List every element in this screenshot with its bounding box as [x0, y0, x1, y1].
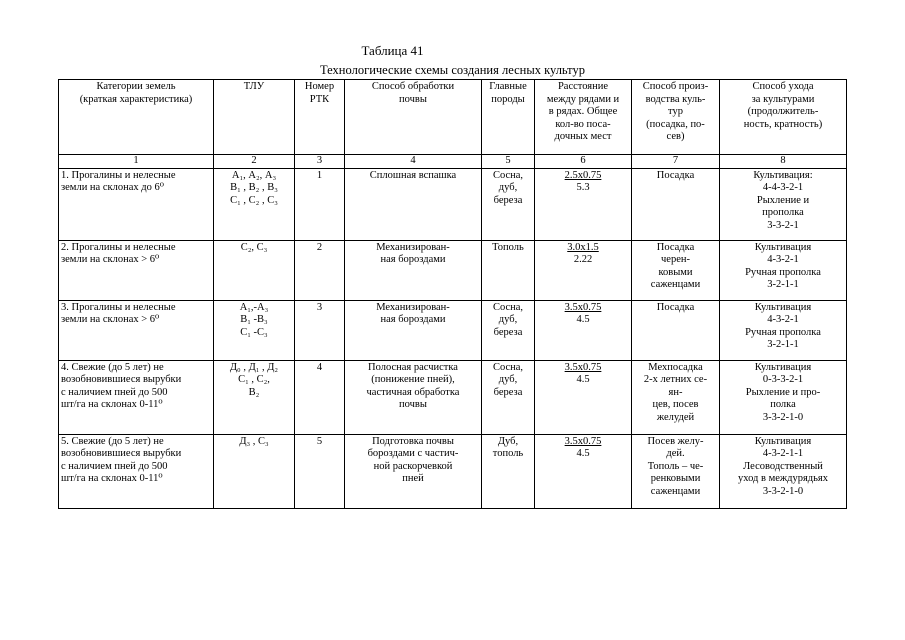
- header-text: Главные: [489, 81, 527, 92]
- header-text: РТК: [309, 93, 330, 105]
- category-text: 4. Свежие (до 5 лет) не: [61, 361, 164, 373]
- category-text: возобновившиеся вырубки: [61, 374, 182, 385]
- production-method-text: саженцами: [650, 279, 701, 290]
- header-text: породы: [491, 93, 525, 105]
- category-text: земли на склонах > 6⁰: [61, 314, 160, 325]
- care-text: 4-3-2-1-1: [762, 448, 804, 459]
- planting-count-value: 2.22: [573, 254, 593, 265]
- column-number: 7: [632, 155, 720, 169]
- category-cell: [59, 360, 214, 434]
- table-row: [59, 360, 847, 434]
- header-text: ность, кратность): [743, 118, 823, 130]
- header-text: между рядами и: [546, 93, 620, 105]
- soil-method-cell: [345, 240, 482, 300]
- category-text: 2. Прогалины и нелесные: [61, 241, 176, 253]
- production-method-text: Посев желу-: [647, 435, 704, 447]
- header-text: Категории земель: [96, 81, 176, 92]
- category-text: с наличием пней до 500: [61, 386, 168, 398]
- header-text: Способ ухода: [752, 81, 814, 92]
- soil-method-text: Механизирован-: [376, 301, 450, 313]
- species-cell: [482, 300, 535, 360]
- tlu-text: Д₀ , Д₁ , Д₂: [229, 361, 279, 373]
- species-text: Сосна,: [492, 301, 524, 313]
- row-spacing-value: 2.5х0.75: [564, 169, 602, 181]
- technology-table: [58, 79, 847, 509]
- category-text: земли на склонах > 6⁰: [61, 254, 160, 265]
- category-text: 1. Прогалины и нелесные: [61, 169, 176, 181]
- header-text: тур: [668, 106, 683, 117]
- spacing-cell: [535, 434, 632, 508]
- species-text: тополь: [492, 448, 524, 459]
- care-text: 3-2-1-1: [767, 339, 799, 350]
- header-text: в рядах. Общее: [548, 106, 618, 117]
- header-cell: [720, 80, 847, 155]
- header-text: (посадка, по-: [646, 118, 705, 130]
- production-method-cell: [632, 434, 720, 508]
- production-method-text: Мехпосадка: [648, 361, 703, 373]
- soil-method-text: ная бороздами: [380, 314, 446, 325]
- care-cell: [720, 168, 847, 240]
- care-cell: [720, 434, 847, 508]
- rtk-number: 2: [316, 241, 323, 253]
- tlu-cell: [214, 360, 295, 434]
- species-cell: [482, 360, 535, 434]
- soil-method-text: Подготовка почвы: [372, 435, 454, 447]
- rtk-number-cell: [295, 434, 345, 508]
- species-cell: [482, 240, 535, 300]
- species-text: Сосна,: [492, 169, 524, 181]
- care-text: прополка: [762, 207, 804, 218]
- rtk-number: 3: [316, 301, 323, 313]
- care-text: Ручная прополка: [745, 266, 821, 278]
- table-row: [59, 168, 847, 240]
- care-text: Культивация: [754, 435, 812, 447]
- category-cell: [59, 240, 214, 300]
- production-method-text: Посадка: [656, 241, 695, 253]
- category-text: шт/га на склонах 0-11⁰: [61, 399, 163, 410]
- soil-method-text: частичная обработка: [366, 386, 460, 398]
- planting-count-value: 4.5: [576, 374, 590, 385]
- tlu-text: С₁ , С₂ , С₃: [230, 194, 278, 206]
- soil-method-cell: [345, 434, 482, 508]
- species-text: Сосна,: [492, 361, 524, 373]
- tlu-text: А₁,-А₃: [239, 301, 269, 313]
- row-spacing-value: 3.5х0.75: [564, 301, 602, 313]
- tlu-cell: [214, 434, 295, 508]
- category-cell: [59, 168, 214, 240]
- production-method-text: черен-: [661, 254, 690, 265]
- species-text: береза: [493, 326, 523, 338]
- soil-method-cell: [345, 168, 482, 240]
- species-text: береза: [493, 386, 523, 398]
- column-number: 1: [59, 155, 214, 169]
- header-text: за культурами: [751, 93, 815, 105]
- species-text: дуб,: [498, 182, 518, 193]
- header-cell: [345, 80, 482, 155]
- rtk-number: 4: [316, 361, 323, 373]
- soil-method-cell: [345, 300, 482, 360]
- production-method-cell: [632, 168, 720, 240]
- header-text: почвы: [399, 93, 427, 105]
- tlu-cell: [214, 168, 295, 240]
- tlu-text: А₁, А₂, А₃: [231, 169, 277, 181]
- soil-method-text: пней: [402, 473, 424, 484]
- column-number-row: [59, 155, 847, 169]
- production-method-cell: [632, 360, 720, 434]
- table-number: Таблица 41: [361, 43, 424, 58]
- row-spacing-value: 3.5х0.75: [564, 361, 602, 373]
- planting-count-value: 4.5: [576, 314, 590, 325]
- production-method-text: Тополь – че-: [647, 460, 704, 472]
- header-text: сев): [666, 131, 685, 142]
- species-text: дуб,: [498, 314, 518, 325]
- header-cell: [59, 80, 214, 155]
- production-method-text: 2-х летних се-: [643, 374, 708, 385]
- production-method-cell: [632, 300, 720, 360]
- species-cell: [482, 434, 535, 508]
- tlu-text: С₁ , С₂,: [238, 374, 270, 385]
- care-text: Рыхление и про-: [745, 386, 821, 398]
- tlu-text: В₂: [248, 386, 260, 398]
- category-text: 5. Свежие (до 5 лет) не: [61, 435, 164, 447]
- rtk-number: 5: [316, 435, 323, 447]
- header-text: (краткая характеристика): [79, 93, 193, 105]
- production-method-text: Посадка: [656, 169, 695, 181]
- tlu-text: В₁ -В₃: [240, 314, 268, 325]
- care-cell: [720, 360, 847, 434]
- soil-method-text: Механизирован-: [376, 241, 450, 253]
- header-text: водства куль-: [645, 93, 706, 105]
- care-text: 3-3-2-1-0: [762, 485, 804, 497]
- category-text: с наличием пней до 500: [61, 460, 168, 472]
- production-method-text: саженцами: [650, 485, 701, 497]
- header-cell: [295, 80, 345, 155]
- rtk-number: 1: [316, 169, 323, 181]
- care-text: Культивация: [754, 361, 812, 373]
- care-text: уход в междурядьях: [737, 473, 829, 484]
- header-cell: [482, 80, 535, 155]
- header-text: (продолжитель-: [747, 106, 819, 117]
- soil-method-text: ная бороздами: [380, 254, 446, 265]
- header-cell: [632, 80, 720, 155]
- header-text: кол-во поса-: [555, 118, 611, 130]
- row-spacing-value: 3.5х0.75: [564, 435, 602, 447]
- header-text: Способ произ-: [642, 81, 709, 92]
- table-row: [59, 434, 847, 508]
- care-text: 0-3-3-2-1: [762, 374, 804, 385]
- care-text: Ручная прополка: [745, 326, 821, 338]
- spacing-cell: [535, 360, 632, 434]
- category-cell: [59, 300, 214, 360]
- tlu-text: С₁ -С₃: [240, 326, 268, 338]
- rtk-number-cell: [295, 300, 345, 360]
- header-text: Номер: [304, 81, 335, 92]
- category-text: шт/га на склонах 0-11⁰: [61, 473, 163, 484]
- category-text: земли на склонах до 6⁰: [61, 182, 164, 193]
- rtk-number-cell: [295, 240, 345, 300]
- care-text: 3-2-1-1: [767, 279, 799, 290]
- care-text: 4-3-2-1: [767, 314, 799, 325]
- care-text: полка: [770, 399, 796, 410]
- column-number: 2: [214, 155, 295, 169]
- table-row: [59, 300, 847, 360]
- spacing-cell: [535, 240, 632, 300]
- planting-count-value: 4.5: [576, 448, 590, 459]
- care-text: Рыхление и: [756, 194, 810, 206]
- species-text: береза: [493, 194, 523, 206]
- rtk-number-cell: [295, 360, 345, 434]
- soil-method-cell: [345, 360, 482, 434]
- header-text: дочных мест: [554, 131, 612, 142]
- header-row: [59, 80, 847, 155]
- tlu-text: Д₃ , С₃: [239, 435, 269, 447]
- planting-count-value: 5.3: [576, 182, 590, 193]
- spacing-cell: [535, 300, 632, 360]
- care-cell: [720, 240, 847, 300]
- tlu-text: С₂, С₃: [240, 241, 268, 253]
- header-text: Способ обработки: [371, 81, 455, 92]
- care-text: 4-4-3-2-1: [762, 182, 804, 193]
- production-method-text: дей.: [666, 448, 685, 459]
- production-method-text: желудей: [656, 411, 695, 423]
- production-method-text: ренковыми: [650, 473, 701, 484]
- column-number: 8: [720, 155, 847, 169]
- species-text: Дуб,: [497, 435, 519, 447]
- production-method-text: цев, посев: [652, 399, 699, 410]
- category-text: возобновившиеся вырубки: [61, 448, 182, 459]
- soil-method-text: бороздами с частич-: [367, 448, 459, 459]
- care-cell: [720, 300, 847, 360]
- care-text: 3-3-2-1: [767, 219, 799, 231]
- category-cell: [59, 434, 214, 508]
- category-text: 3. Прогалины и нелесные: [61, 301, 176, 313]
- tlu-text: В₁ , В₂ , В₃: [230, 182, 278, 193]
- production-method-cell: [632, 240, 720, 300]
- care-text: 3-3-2-1-0: [762, 411, 804, 423]
- species-text: дуб,: [498, 374, 518, 385]
- column-number: 5: [482, 155, 535, 169]
- header-cell: [535, 80, 632, 155]
- production-method-text: ян-: [668, 386, 683, 398]
- table-title: Технологические схемы создания лесных культур: [320, 63, 585, 77]
- production-method-text: Посадка: [656, 301, 695, 313]
- column-number: 6: [535, 155, 632, 169]
- header-text: Расстояние: [557, 81, 609, 92]
- tlu-cell: [214, 300, 295, 360]
- soil-method-text: (понижение пней),: [371, 374, 455, 385]
- production-method-text: ковыми: [658, 266, 693, 278]
- table-row: [59, 240, 847, 300]
- column-number: 3: [295, 155, 345, 169]
- rtk-number-cell: [295, 168, 345, 240]
- care-text: Лесоводственный: [743, 460, 823, 472]
- header-text: ТЛУ: [243, 81, 265, 92]
- spacing-cell: [535, 168, 632, 240]
- tlu-cell: [214, 240, 295, 300]
- species-text: Тополь: [492, 241, 524, 253]
- care-text: Культивация: [754, 241, 812, 253]
- soil-method-text: почвы: [399, 399, 427, 410]
- care-text: Культивация:: [753, 169, 813, 181]
- soil-method-text: ной раскорчевкой: [373, 460, 453, 472]
- header-cell: [214, 80, 295, 155]
- row-spacing-value: 3.0х1.5: [567, 241, 599, 253]
- soil-method-text: Сплошная вспашка: [369, 169, 457, 181]
- soil-method-text: Полосная расчистка: [368, 361, 458, 373]
- species-cell: [482, 168, 535, 240]
- care-text: Культивация: [754, 301, 812, 313]
- care-text: 4-3-2-1: [767, 254, 799, 265]
- column-number: 4: [345, 155, 482, 169]
